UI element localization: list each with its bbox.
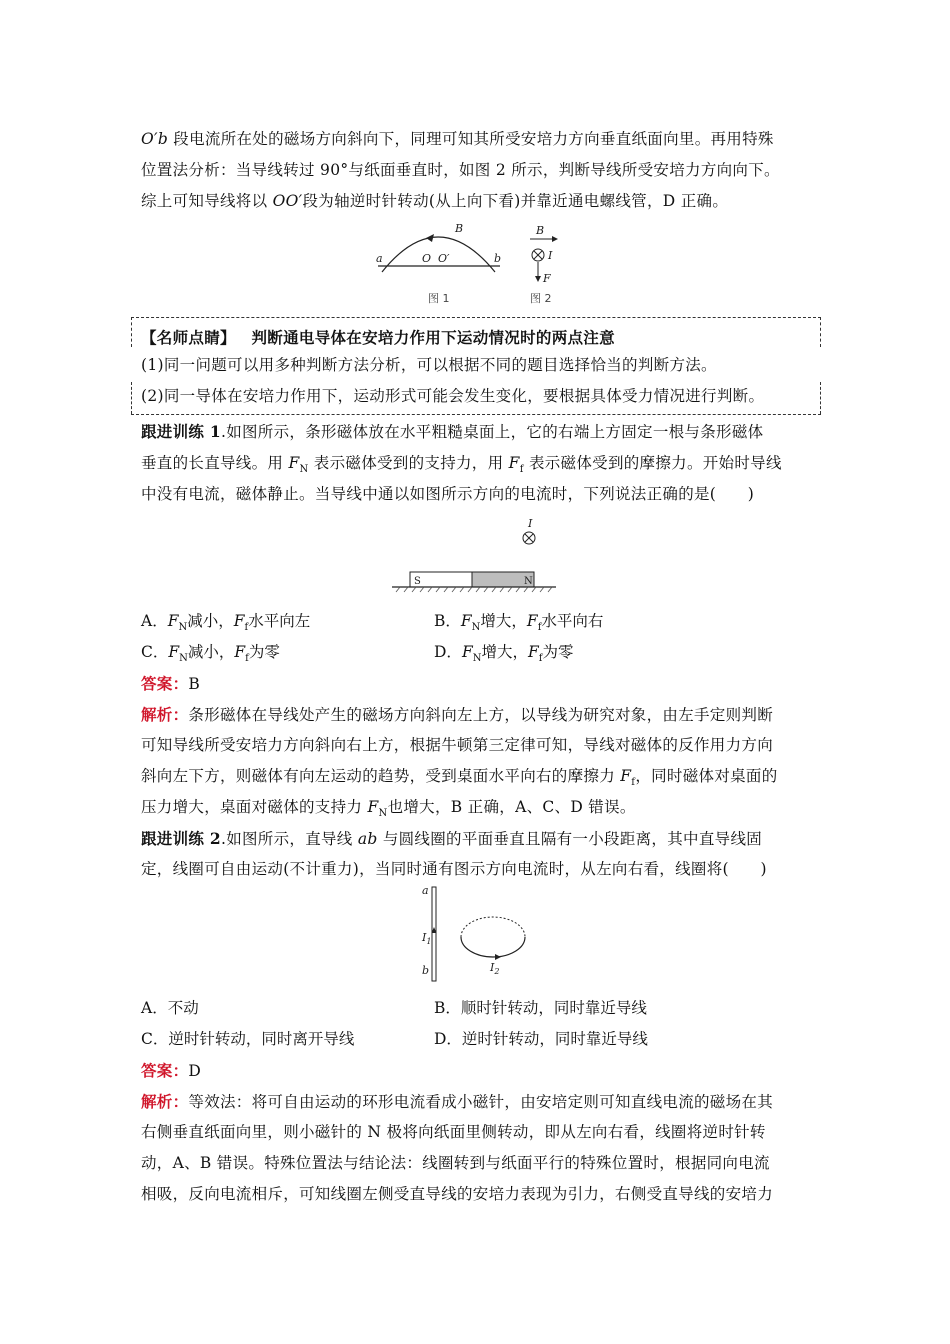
tip-box-right-top xyxy=(820,317,821,347)
q2-analysis-1 xyxy=(141,1086,809,1118)
symbol-f: F xyxy=(508,454,520,472)
symbol-f: F xyxy=(233,612,245,630)
tip-item-2: (2)同一导体在安培力作用下，运动形式可能会发生变化，要根据具体受力情况进行判断。 xyxy=(141,387,765,405)
coil-current-arrow-icon xyxy=(495,954,501,960)
option-text: 增大， xyxy=(481,643,528,661)
figure-1-2 xyxy=(360,222,590,310)
magnet-label-n: N xyxy=(524,576,533,587)
analysis-label: 解析： xyxy=(141,1092,189,1111)
symbol-f: F xyxy=(367,798,379,816)
q2-analysis-2: 右侧垂直纸面向里，则小磁针的 N 极将向纸面里侧转动，即从左向右看，线圈将逆时针转 xyxy=(141,1123,766,1141)
q2-answer xyxy=(141,1055,809,1087)
q2-option-b[interactable]: B．顺时针转动，同时靠近导线 xyxy=(434,999,647,1017)
option-text: 减小， xyxy=(187,643,235,661)
tip-item-1: (1)同一问题可以用多种判断方法分析，可以根据不同的题目选择恰当的判断方法。 xyxy=(141,356,717,374)
wire-label-i: I xyxy=(528,517,533,530)
q2-text-1b: 与圆线圈的平面垂直且隔有一小段距离，其中直导线固 xyxy=(377,830,763,848)
straight-conductor xyxy=(432,887,436,981)
option-text: 增大， xyxy=(480,612,527,630)
q2-label: 跟进训练 2 xyxy=(141,829,221,848)
segment-ob: O′b xyxy=(141,130,169,148)
q1-line-1 xyxy=(141,416,809,448)
table-hatching xyxy=(396,587,552,592)
tip-box-left-top xyxy=(131,317,132,347)
tip-box-right-bottom xyxy=(820,382,821,414)
analysis-text: 斜向左下方，则磁体有向左运动的趋势，受到桌面水平向右的摩擦力 xyxy=(141,767,621,785)
fig2-label-b: B xyxy=(536,224,545,237)
wire-label-b: b xyxy=(422,964,430,977)
option-text: 水平向左 xyxy=(248,612,311,630)
symbol-f: F xyxy=(620,767,632,785)
i1-subscript: 1 xyxy=(426,937,432,946)
fig2-label-i: I xyxy=(548,249,553,262)
intro-text-3a: 综上可知导线将以 xyxy=(141,192,273,210)
coil-front-half xyxy=(461,937,525,957)
analysis-text: 条形磁体在导线处产生的磁场方向斜向左上方，以导线为研究对象，由左手定则判断 xyxy=(188,706,774,724)
segment-oo: OO′ xyxy=(272,192,303,210)
answer-value: D xyxy=(188,1062,202,1080)
subscript-n: N xyxy=(472,653,482,665)
magnet-label-s: S xyxy=(414,576,421,587)
wire-label-a: a xyxy=(422,884,429,897)
subscript-f: f xyxy=(537,622,542,634)
option-text: 为零 xyxy=(542,643,574,661)
subscript-n: N xyxy=(178,622,188,634)
option-text: 为零 xyxy=(248,643,280,661)
answer-label: 答案： xyxy=(141,674,189,693)
field-arrowhead-icon xyxy=(552,236,558,242)
subscript-f: f xyxy=(244,622,249,634)
symbol-f: F xyxy=(288,454,300,472)
symbol-f: F xyxy=(167,612,179,630)
answer-value: B xyxy=(188,675,201,693)
subscript-f: f xyxy=(245,653,249,665)
q2-line-1 xyxy=(141,823,809,855)
symbol-f: F xyxy=(461,643,473,661)
q1-analysis-1 xyxy=(141,699,809,731)
fig2-label-f: F xyxy=(543,272,551,285)
q1-text-2b: 表示磁体受到的支持力，用 xyxy=(313,454,509,472)
i2-symbol: I xyxy=(490,961,495,974)
figure-1-caption: 图 1 xyxy=(428,292,450,305)
symbol-f: F xyxy=(526,612,538,630)
q1-text-2a: 垂直的长直导线。用 xyxy=(141,454,289,472)
option-text: 水平向右 xyxy=(541,612,604,630)
q2-option-c[interactable]: C．逆时针转动，同时离开导线 xyxy=(141,1030,355,1048)
option-text: 减小， xyxy=(187,612,234,630)
q2-option-a[interactable]: A．不动 xyxy=(141,999,199,1017)
label-i1 xyxy=(421,931,431,946)
subscript-f: f xyxy=(538,653,543,665)
figure-2-caption: 图 2 xyxy=(530,292,552,305)
subscript-f: f xyxy=(519,464,524,476)
intro-text-1: 段电流所在处的磁场方向斜向下，同理可知其所受安培力方向垂直纸面向里。再用特殊 xyxy=(173,130,774,148)
analysis-text: 等效法：将可自由运动的环形电流看成小磁针，由安培定则可知直线电流的磁场在其 xyxy=(188,1093,774,1111)
figure-2 xyxy=(530,224,558,305)
q1-answer xyxy=(141,668,809,700)
arc-arrow-icon xyxy=(426,234,434,242)
force-arrowhead-icon xyxy=(535,276,541,282)
q1-text-2c: 表示磁体受到的摩擦力。开始时导线 xyxy=(528,454,782,472)
q1-label: 跟进训练 1 xyxy=(141,422,221,441)
figure-1 xyxy=(376,222,501,305)
q1-analysis-2: 可知导线所受安培力方向斜向右上方，根据牛顿第三定律可知，导线对磁体的反作用力方向 xyxy=(141,736,774,754)
analysis-text: 也增大，B 正确，A、C、D 错误。 xyxy=(387,798,636,816)
label-o-prime: O′ xyxy=(438,252,450,265)
symbol-f: F xyxy=(460,612,472,630)
i1-symbol: I xyxy=(422,931,427,944)
symbol-f: F xyxy=(527,643,539,661)
tip-title: 【名师点睛】 xyxy=(141,328,236,347)
figure-magnet xyxy=(388,516,558,594)
intro-line-1 xyxy=(141,124,809,155)
option-label: B． xyxy=(434,612,461,630)
symbol-f: F xyxy=(234,643,246,661)
analysis-text: ，同时磁体对桌面的 xyxy=(635,767,778,785)
q1-text-1: .如图所示，条形磁体放在水平粗糙桌面上，它的右端上方固定一根与条形磁体 xyxy=(220,423,764,441)
segment-ab: ab xyxy=(357,830,378,848)
q1-line-3: 中没有电流，磁体静止。当导线中通以如图所示方向的电流时，下列说法正确的是( ) xyxy=(141,485,755,503)
analysis-text: 压力增大，桌面对磁体的支持力 xyxy=(141,798,368,816)
subscript-n: N xyxy=(378,808,388,820)
q2-option-d[interactable]: D．逆时针转动，同时靠近导线 xyxy=(434,1030,648,1048)
subscript-n: N xyxy=(299,464,309,476)
q2-line-2: 定，线圈可自由运动(不计重力)，当同时通有图示方向电流时，从左向右看，线圈将( ) xyxy=(141,860,767,878)
symbol-f: F xyxy=(168,643,180,661)
q2-analysis-3: 动，A、B 错误。特殊位置法与结论法：线圈转到与纸面平行的特殊位置时，根据同向电流 xyxy=(141,1154,770,1172)
answer-label: 答案： xyxy=(141,1061,189,1080)
subscript-f: f xyxy=(631,777,636,789)
i2-subscript: 2 xyxy=(494,967,500,976)
label-i2 xyxy=(489,961,499,976)
label-b-field: B xyxy=(455,222,464,235)
label-b: b xyxy=(494,252,502,265)
q2-text-1a: .如图所示，直导线 xyxy=(220,830,358,848)
subscript-n: N xyxy=(179,653,188,665)
option-label: D． xyxy=(434,643,462,661)
intro-line-2: 位置法分析：当导线转过 90°与纸面垂直时，如图 2 所示，判断导线所受安培力方向向下。 xyxy=(141,161,780,179)
subscript-n: N xyxy=(471,622,481,634)
option-label: C． xyxy=(141,643,169,661)
label-o: O xyxy=(422,252,432,265)
tip-box-left-bottom xyxy=(131,382,132,414)
tip-heading: 判断通电导体在安培力作用下运动情况时的两点注意 xyxy=(251,328,615,347)
q2-analysis-4: 相吸，反向电流相斥，可知线圈左侧受直导线的安培力表现为引力，右侧受直导线的安培力 xyxy=(141,1185,774,1203)
option-label: A． xyxy=(141,612,168,630)
intro-line-3 xyxy=(141,186,809,217)
figure-wire-coil xyxy=(418,883,538,983)
coil-back-half xyxy=(461,917,525,937)
intro-text-3b: 段为轴逆时针转动(从上向下看)并靠近通电螺线管，D 正确。 xyxy=(302,192,729,210)
label-a: a xyxy=(376,252,383,265)
analysis-label: 解析： xyxy=(141,705,189,724)
